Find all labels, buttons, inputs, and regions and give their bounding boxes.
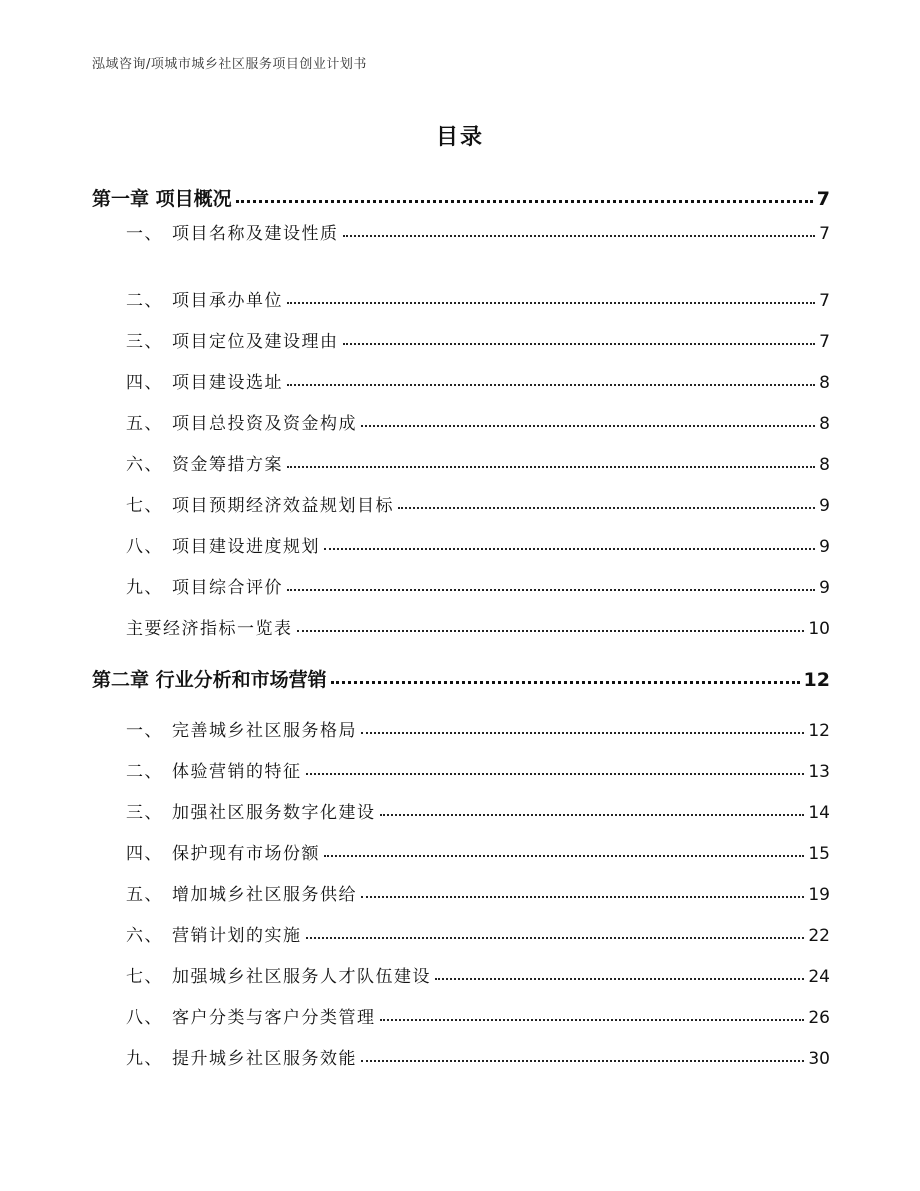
toc-entry-text: 第二章 行业分析和市场营销 (92, 669, 327, 691)
toc-section-entry[interactable] (92, 409, 830, 434)
toc-entry-text: 项目建设进度规划 (172, 537, 320, 557)
toc-dot-leader (287, 453, 815, 470)
toc-entry-number: 二、 (126, 291, 163, 311)
toc-section-entry[interactable] (92, 614, 830, 639)
toc-dot-leader (380, 1006, 805, 1023)
toc-page-number: 7 (819, 332, 830, 352)
toc-section-entry[interactable] (92, 327, 830, 352)
toc-section-entry[interactable] (92, 716, 830, 741)
toc-entry-text: 资金筹措方案 (172, 455, 283, 475)
toc-entry-text: 项目名称及建设性质 (172, 224, 339, 244)
toc-page-number: 8 (819, 414, 830, 434)
toc-page-number: 22 (808, 926, 830, 946)
toc-dot-leader (236, 186, 813, 205)
toc-entry-text: 项目综合评价 (172, 578, 283, 598)
toc-dot-leader (343, 330, 816, 347)
toc-dot-leader (331, 667, 800, 686)
toc-section-entry[interactable] (92, 962, 830, 987)
toc-dot-leader (306, 924, 805, 941)
toc-page-number: 13 (808, 762, 830, 782)
toc-entry-text: 项目定位及建设理由 (172, 332, 339, 352)
toc-dot-leader (361, 1047, 804, 1064)
toc-page-number: 19 (808, 885, 830, 905)
toc-entry-text: 第一章 项目概况 (92, 188, 232, 210)
toc-dot-leader (287, 371, 815, 388)
toc-dot-leader (398, 494, 815, 511)
toc-section-entry[interactable] (92, 491, 830, 516)
toc-entry-number: 六、 (126, 455, 163, 475)
toc-page-number: 8 (819, 373, 830, 393)
toc-entry-number: 三、 (126, 803, 163, 823)
toc-dot-leader (361, 719, 804, 736)
toc-section-entry[interactable] (92, 757, 830, 782)
toc-entry-number: 九、 (126, 1049, 163, 1069)
toc-entry-text: 保护现有市场份额 (172, 844, 320, 864)
toc-dot-leader (324, 535, 815, 552)
toc-entry-text: 完善城乡社区服务格局 (172, 721, 357, 741)
toc-dot-leader (435, 965, 804, 982)
toc-section-entry[interactable] (92, 880, 830, 905)
toc-dot-leader (306, 760, 805, 777)
toc-page-number: 7 (816, 188, 830, 210)
toc-page-number: 9 (819, 496, 830, 516)
toc-page-number: 30 (808, 1049, 830, 1069)
toc-dot-leader (297, 617, 805, 634)
toc-entry-text: 增加城乡社区服务供给 (172, 885, 357, 905)
toc-entry-text: 加强城乡社区服务人才队伍建设 (172, 967, 431, 987)
toc-entry-number: 四、 (126, 844, 163, 864)
toc-dot-leader (324, 842, 804, 859)
toc-section-entry[interactable] (92, 450, 830, 475)
toc-entry-text: 客户分类与客户分类管理 (172, 1008, 376, 1028)
toc-title: 目录 (435, 125, 484, 150)
toc-section-entry[interactable] (92, 1044, 830, 1069)
toc-entry-number: 五、 (126, 885, 163, 905)
toc-entry-text: 体验营销的特征 (172, 762, 302, 782)
toc-entry-number: 八、 (126, 537, 163, 557)
toc-section-entry[interactable] (92, 532, 830, 557)
toc-page-number: 12 (808, 721, 830, 741)
toc-entry-number: 四、 (126, 373, 163, 393)
toc-entry-text: 项目总投资及资金构成 (172, 414, 357, 434)
toc-page-number: 15 (808, 844, 830, 864)
toc-section-entry[interactable] (92, 1003, 830, 1028)
toc-entry-number: 七、 (126, 967, 163, 987)
toc-dot-leader (343, 222, 816, 239)
toc-page-number: 12 (803, 669, 830, 691)
toc-section-entry[interactable] (92, 573, 830, 598)
toc-page-number: 14 (808, 803, 830, 823)
toc-entry-text: 项目承办单位 (172, 291, 283, 311)
toc-entry-number: 一、 (126, 721, 163, 741)
toc-chapter-entry[interactable] (92, 665, 830, 692)
toc-section-entry[interactable] (92, 921, 830, 946)
toc-entry-text: 提升城乡社区服务效能 (172, 1049, 357, 1069)
toc-section-entry[interactable] (92, 219, 830, 244)
toc-entry-text: 项目预期经济效益规划目标 (172, 496, 394, 516)
running-header: 泓域咨询/项城市城乡社区服务项目创业计划书 (92, 57, 367, 72)
toc-chapter-entry[interactable] (92, 184, 830, 211)
toc-dot-leader (361, 883, 804, 900)
toc-entry-text: 主要经济指标一览表 (126, 619, 293, 639)
toc-entry-text: 加强社区服务数字化建设 (172, 803, 376, 823)
toc-entry-text: 项目建设选址 (172, 373, 283, 393)
toc-section-entry[interactable] (92, 368, 830, 393)
toc-page-number: 7 (819, 291, 830, 311)
toc-page-number: 26 (808, 1008, 830, 1028)
toc-dot-leader (287, 576, 815, 593)
toc-section-entry[interactable] (92, 798, 830, 823)
toc-dot-leader (380, 801, 805, 818)
toc-entry-number: 七、 (126, 496, 163, 516)
toc-entry-number: 五、 (126, 414, 163, 434)
toc-dot-leader (361, 412, 815, 429)
toc-page-number: 24 (808, 967, 830, 987)
toc-page-number: 9 (819, 578, 830, 598)
toc-page-number: 10 (808, 619, 830, 639)
toc-entry-number: 六、 (126, 926, 163, 946)
toc-section-entry[interactable] (92, 839, 830, 864)
toc-section-entry[interactable] (92, 286, 830, 311)
toc-dot-leader (287, 289, 815, 306)
toc-page-number: 7 (819, 224, 830, 244)
toc-entry-number: 三、 (126, 332, 163, 352)
toc-entry-text: 营销计划的实施 (172, 926, 302, 946)
toc-entry-number: 九、 (126, 578, 163, 598)
toc-entry-number: 一、 (126, 224, 163, 244)
toc-entry-number: 八、 (126, 1008, 163, 1028)
toc-entry-number: 二、 (126, 762, 163, 782)
toc-page-number: 9 (819, 537, 830, 557)
toc-page-number: 8 (819, 455, 830, 475)
